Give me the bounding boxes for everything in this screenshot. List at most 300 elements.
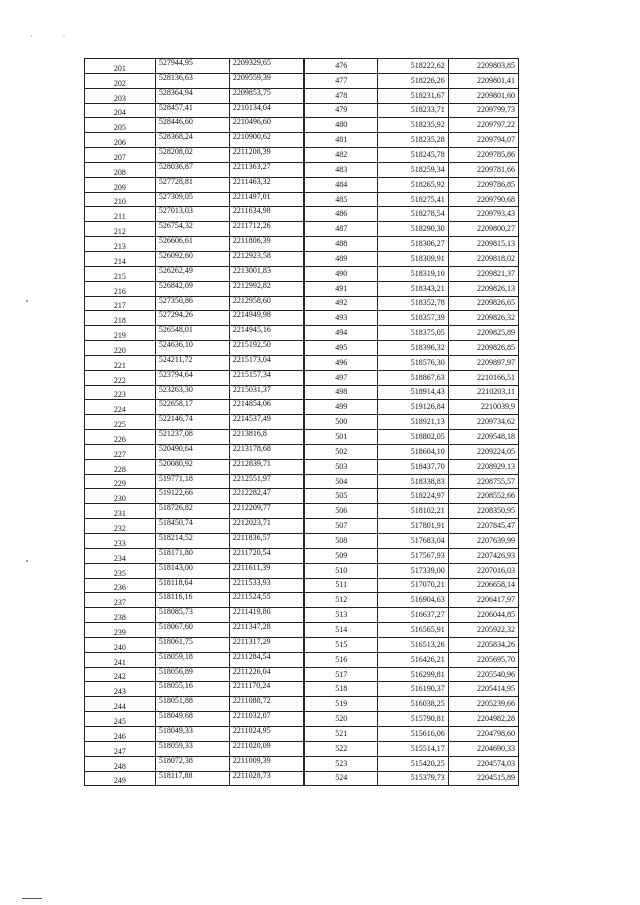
- y-coordinate-cell: 2211032,07: [229, 712, 303, 727]
- point-number-cell: 243: [85, 682, 156, 697]
- table-row: [305, 237, 519, 252]
- x-coordinate-cell: 517683,04: [378, 534, 448, 549]
- x-coordinate-cell: 518914,43: [378, 385, 448, 400]
- y-coordinate-cell: 2212958,60: [229, 296, 303, 311]
- table-row: [85, 652, 304, 667]
- point-number-cell: 249: [85, 771, 156, 786]
- x-coordinate-cell: 518309,91: [378, 251, 448, 266]
- table-row: [85, 504, 304, 519]
- point-number-cell: 226: [85, 430, 156, 445]
- y-coordinate-cell: 2209790,68: [448, 192, 518, 207]
- table-row: [85, 415, 304, 430]
- table-row: [305, 103, 519, 118]
- table-row: [85, 59, 304, 74]
- table-row: [85, 296, 304, 311]
- x-coordinate-cell: 517801,91: [378, 519, 448, 534]
- y-coordinate-cell: 2209793,43: [448, 207, 518, 222]
- table-row: [85, 88, 304, 103]
- x-coordinate-cell: 520080,92: [155, 459, 229, 474]
- y-coordinate-cell: 2209781,66: [448, 162, 518, 177]
- point-number-cell: 238: [85, 608, 156, 623]
- y-coordinate-cell: 2210166,51: [448, 370, 518, 385]
- y-coordinate-cell: 2211806,39: [229, 237, 303, 252]
- point-number-cell: 206: [85, 133, 156, 148]
- x-coordinate-cell: 527728,81: [155, 177, 229, 192]
- point-number-cell: 248: [85, 756, 156, 771]
- table-row: [305, 637, 519, 652]
- table-row: [305, 341, 519, 356]
- x-coordinate-cell: 518357,39: [378, 311, 448, 326]
- x-coordinate-cell: 518343,21: [378, 281, 448, 296]
- table-row: [85, 370, 304, 385]
- x-coordinate-cell: 528208,02: [155, 148, 229, 163]
- x-coordinate-cell: 518214,52: [155, 534, 229, 549]
- point-number-cell: 516: [305, 652, 378, 667]
- point-number-cell: 524: [305, 771, 378, 786]
- table-row: [85, 341, 304, 356]
- point-number-cell: 491: [305, 281, 378, 296]
- x-coordinate-cell: 518231,67: [378, 88, 448, 103]
- point-number-cell: 235: [85, 563, 156, 578]
- point-number-cell: 509: [305, 548, 378, 563]
- x-coordinate-cell: 518265,92: [378, 177, 448, 192]
- table-row: [305, 430, 519, 445]
- x-coordinate-cell: 522146,74: [155, 415, 229, 430]
- table-row: [85, 103, 304, 118]
- x-coordinate-cell: 518085,73: [155, 608, 229, 623]
- coordinate-table-right: [304, 58, 519, 786]
- y-coordinate-cell: 2209801,41: [448, 73, 518, 88]
- y-coordinate-cell: 2210039,9: [448, 400, 518, 415]
- y-coordinate-cell: 2213816,8: [229, 430, 303, 445]
- point-number-cell: 247: [85, 741, 156, 756]
- point-number-cell: 494: [305, 326, 378, 341]
- y-coordinate-cell: 2211611,39: [229, 563, 303, 578]
- table-row: [305, 548, 519, 563]
- x-coordinate-cell: 518259,34: [378, 162, 448, 177]
- y-coordinate-cell: 2211284,54: [229, 652, 303, 667]
- table-row: [305, 400, 519, 415]
- table-row: [305, 370, 519, 385]
- point-number-cell: 478: [305, 88, 378, 103]
- y-coordinate-cell: 2207639,99: [448, 534, 518, 549]
- x-coordinate-cell: 518143,00: [155, 563, 229, 578]
- point-number-cell: 477: [305, 73, 378, 88]
- table-row: [85, 355, 304, 370]
- y-coordinate-cell: 2204690,33: [448, 741, 518, 756]
- y-coordinate-cell: 2205695,70: [448, 652, 518, 667]
- y-coordinate-cell: 2212209,77: [229, 504, 303, 519]
- x-coordinate-cell: 518222,62: [378, 59, 448, 74]
- y-coordinate-cell: 2210900,62: [229, 133, 303, 148]
- point-number-cell: 212: [85, 222, 156, 237]
- x-coordinate-cell: 515514,17: [378, 741, 448, 756]
- x-coordinate-cell: 526606,61: [155, 237, 229, 252]
- y-coordinate-cell: 2206044,85: [448, 608, 518, 623]
- x-coordinate-cell: 518306,27: [378, 237, 448, 252]
- x-coordinate-cell: 518726,82: [155, 504, 229, 519]
- point-number-cell: 216: [85, 281, 156, 296]
- y-coordinate-cell: 2212923,58: [229, 251, 303, 266]
- table-row: [305, 326, 519, 341]
- table-row: [305, 608, 519, 623]
- y-coordinate-cell: 2204982,28: [448, 712, 518, 727]
- table-row: [85, 222, 304, 237]
- point-number-cell: 496: [305, 355, 378, 370]
- y-coordinate-cell: 2209799,73: [448, 103, 518, 118]
- point-number-cell: 484: [305, 177, 378, 192]
- point-number-cell: 486: [305, 207, 378, 222]
- table-row: [305, 222, 519, 237]
- point-number-cell: 221: [85, 355, 156, 370]
- x-coordinate-cell: 526754,32: [155, 222, 229, 237]
- table-row: [85, 623, 304, 638]
- point-number-cell: 231: [85, 504, 156, 519]
- y-coordinate-cell: 2215173,04: [229, 355, 303, 370]
- point-number-cell: 503: [305, 459, 378, 474]
- point-number-cell: 521: [305, 726, 378, 741]
- point-number-cell: 225: [85, 415, 156, 430]
- table-row: [85, 637, 304, 652]
- table-row: [85, 311, 304, 326]
- table-row: [305, 771, 519, 786]
- point-number-cell: 505: [305, 489, 378, 504]
- x-coordinate-cell: 518049,33: [155, 726, 229, 741]
- point-number-cell: 245: [85, 712, 156, 727]
- x-coordinate-cell: 518450,74: [155, 519, 229, 534]
- point-number-cell: 233: [85, 534, 156, 549]
- x-coordinate-cell: 518051,88: [155, 697, 229, 712]
- table-row: [85, 578, 304, 593]
- y-coordinate-cell: 2210496,60: [229, 118, 303, 133]
- y-coordinate-cell: 2211009,39: [229, 756, 303, 771]
- point-number-cell: 246: [85, 726, 156, 741]
- point-number-cell: 230: [85, 489, 156, 504]
- table-row: [305, 118, 519, 133]
- y-coordinate-cell: 2210203,11: [448, 385, 518, 400]
- table-row: [305, 266, 519, 281]
- point-number-cell: 228: [85, 459, 156, 474]
- x-coordinate-cell: 516513,26: [378, 637, 448, 652]
- table-row: [305, 88, 519, 103]
- y-coordinate-cell: 2211712,26: [229, 222, 303, 237]
- y-coordinate-cell: 2208755,57: [448, 474, 518, 489]
- table-row: [85, 459, 304, 474]
- x-coordinate-cell: 518275,41: [378, 192, 448, 207]
- table-row: [305, 296, 519, 311]
- point-number-cell: 489: [305, 251, 378, 266]
- x-coordinate-cell: 517567,93: [378, 548, 448, 563]
- y-coordinate-cell: 2209818,02: [448, 251, 518, 266]
- y-coordinate-cell: 2210134,04: [229, 103, 303, 118]
- y-coordinate-cell: 2214854,06: [229, 400, 303, 415]
- table-row: [85, 712, 304, 727]
- y-coordinate-cell: 2211226,04: [229, 667, 303, 682]
- side-mark: [26, 300, 28, 302]
- x-coordinate-cell: 518116,16: [155, 593, 229, 608]
- x-coordinate-cell: 516190,37: [378, 682, 448, 697]
- y-coordinate-cell: 2209803,85: [448, 59, 518, 74]
- point-number-cell: 508: [305, 534, 378, 549]
- y-coordinate-cell: 2209785,86: [448, 148, 518, 163]
- table-row: [85, 400, 304, 415]
- y-coordinate-cell: 2209786,85: [448, 177, 518, 192]
- point-number-cell: 202: [85, 73, 156, 88]
- table-row: [85, 593, 304, 608]
- x-coordinate-cell: 518576,30: [378, 355, 448, 370]
- y-coordinate-cell: 2208552,66: [448, 489, 518, 504]
- point-number-cell: 520: [305, 712, 378, 727]
- x-coordinate-cell: 515420,25: [378, 756, 448, 771]
- y-coordinate-cell: 2211028,73: [229, 771, 303, 786]
- y-coordinate-cell: 2214949,98: [229, 311, 303, 326]
- table-row: [305, 489, 519, 504]
- y-coordinate-cell: 2209826,32: [448, 311, 518, 326]
- point-number-cell: 214: [85, 251, 156, 266]
- point-number-cell: 483: [305, 162, 378, 177]
- x-coordinate-cell: 528368,24: [155, 133, 229, 148]
- x-coordinate-cell: 518235,28: [378, 133, 448, 148]
- point-number-cell: 207: [85, 148, 156, 163]
- y-coordinate-cell: 2209826,65: [448, 296, 518, 311]
- table-row: [305, 697, 519, 712]
- y-coordinate-cell: 2209801,60: [448, 88, 518, 103]
- x-coordinate-cell: 528036,87: [155, 162, 229, 177]
- y-coordinate-cell: 2209853,75: [229, 88, 303, 103]
- y-coordinate-cell: 2212839,71: [229, 459, 303, 474]
- y-coordinate-cell: 2209897,97: [448, 355, 518, 370]
- y-coordinate-cell: 2211497,01: [229, 192, 303, 207]
- table-row: [305, 534, 519, 549]
- point-number-cell: 244: [85, 697, 156, 712]
- x-coordinate-cell: 519122,66: [155, 489, 229, 504]
- x-coordinate-cell: 515790,81: [378, 712, 448, 727]
- table-row: [85, 756, 304, 771]
- table-row: [85, 608, 304, 623]
- table-row: [85, 192, 304, 207]
- table-row: [305, 207, 519, 222]
- point-number-cell: 210: [85, 192, 156, 207]
- y-coordinate-cell: 2211533,93: [229, 578, 303, 593]
- corner-marks: · ·: [30, 32, 80, 41]
- x-coordinate-cell: 524211,72: [155, 355, 229, 370]
- x-coordinate-cell: 524636,10: [155, 341, 229, 356]
- y-coordinate-cell: 2212282,47: [229, 489, 303, 504]
- table-row: [305, 578, 519, 593]
- table-row: [305, 563, 519, 578]
- y-coordinate-cell: 2215031,37: [229, 385, 303, 400]
- x-coordinate-cell: 518245,78: [378, 148, 448, 163]
- x-coordinate-cell: 518067,60: [155, 623, 229, 638]
- y-coordinate-cell: 2209548,18: [448, 430, 518, 445]
- point-number-cell: 519: [305, 697, 378, 712]
- x-coordinate-cell: 518061,75: [155, 637, 229, 652]
- y-coordinate-cell: 2204798,60: [448, 726, 518, 741]
- x-coordinate-cell: 516904,63: [378, 593, 448, 608]
- x-coordinate-cell: 528446,60: [155, 118, 229, 133]
- table-row: [85, 534, 304, 549]
- table-row: [305, 148, 519, 163]
- table-row: [85, 474, 304, 489]
- x-coordinate-cell: 518049,68: [155, 712, 229, 727]
- x-coordinate-cell: 518352,78: [378, 296, 448, 311]
- y-coordinate-cell: 2214537,49: [229, 415, 303, 430]
- point-number-cell: 222: [85, 370, 156, 385]
- y-coordinate-cell: 2211524,55: [229, 593, 303, 608]
- point-number-cell: 215: [85, 266, 156, 281]
- point-number-cell: 220: [85, 341, 156, 356]
- y-coordinate-cell: 2209825,89: [448, 326, 518, 341]
- y-coordinate-cell: 2207845,47: [448, 519, 518, 534]
- y-coordinate-cell: 2211634,98: [229, 207, 303, 222]
- point-number-cell: 518: [305, 682, 378, 697]
- x-coordinate-cell: 518102,21: [378, 504, 448, 519]
- table-row: [85, 326, 304, 341]
- table-row: [85, 489, 304, 504]
- y-coordinate-cell: 2207426,93: [448, 548, 518, 563]
- x-coordinate-cell: 518319,10: [378, 266, 448, 281]
- point-number-cell: 240: [85, 637, 156, 652]
- y-coordinate-cell: 2205540,96: [448, 667, 518, 682]
- point-number-cell: 479: [305, 103, 378, 118]
- y-coordinate-cell: 2209815,13: [448, 237, 518, 252]
- table-row: [85, 148, 304, 163]
- y-coordinate-cell: 2209794,07: [448, 133, 518, 148]
- x-coordinate-cell: 527350,86: [155, 296, 229, 311]
- point-number-cell: 218: [85, 311, 156, 326]
- point-number-cell: 481: [305, 133, 378, 148]
- point-number-cell: 482: [305, 148, 378, 163]
- y-coordinate-cell: 2204515,89: [448, 771, 518, 786]
- y-coordinate-cell: 2211317,29: [229, 637, 303, 652]
- x-coordinate-cell: 523794,64: [155, 370, 229, 385]
- y-coordinate-cell: 2212023,71: [229, 519, 303, 534]
- table-row: [305, 59, 519, 74]
- y-coordinate-cell: 2208929,13: [448, 459, 518, 474]
- table-row: [85, 281, 304, 296]
- point-number-cell: 515: [305, 637, 378, 652]
- table-row: [85, 385, 304, 400]
- table-row: [305, 623, 519, 638]
- y-coordinate-cell: 2206417,97: [448, 593, 518, 608]
- point-number-cell: 208: [85, 162, 156, 177]
- table-row: [305, 192, 519, 207]
- x-coordinate-cell: 518921,13: [378, 415, 448, 430]
- y-coordinate-cell: 2211208,39: [229, 148, 303, 163]
- point-number-cell: 239: [85, 623, 156, 638]
- x-coordinate-cell: 516038,25: [378, 697, 448, 712]
- table-row: [85, 237, 304, 252]
- y-coordinate-cell: 2205922,32: [448, 623, 518, 638]
- y-coordinate-cell: 2209797,22: [448, 118, 518, 133]
- point-number-cell: 493: [305, 311, 378, 326]
- x-coordinate-cell: 518437,70: [378, 459, 448, 474]
- y-coordinate-cell: 2206658,14: [448, 578, 518, 593]
- x-coordinate-cell: 518396,32: [378, 341, 448, 356]
- point-number-cell: 514: [305, 623, 378, 638]
- x-coordinate-cell: 518290,30: [378, 222, 448, 237]
- point-number-cell: 497: [305, 370, 378, 385]
- x-coordinate-cell: 526262,49: [155, 266, 229, 281]
- y-coordinate-cell: 2209734,62: [448, 415, 518, 430]
- y-coordinate-cell: 2209329,65: [229, 59, 303, 74]
- table-row: [85, 207, 304, 222]
- x-coordinate-cell: 518278,54: [378, 207, 448, 222]
- y-coordinate-cell: 2211170,24: [229, 682, 303, 697]
- table-row: [305, 459, 519, 474]
- point-number-cell: 499: [305, 400, 378, 415]
- x-coordinate-cell: 515616,06: [378, 726, 448, 741]
- point-number-cell: 523: [305, 756, 378, 771]
- x-coordinate-cell: 518117,88: [155, 771, 229, 786]
- x-coordinate-cell: 520490,64: [155, 444, 229, 459]
- table-row: [305, 712, 519, 727]
- point-number-cell: 227: [85, 444, 156, 459]
- x-coordinate-cell: 519126,84: [378, 400, 448, 415]
- x-coordinate-cell: 516299,81: [378, 667, 448, 682]
- point-number-cell: 209: [85, 177, 156, 192]
- x-coordinate-cell: 523263,30: [155, 385, 229, 400]
- point-number-cell: 492: [305, 296, 378, 311]
- point-number-cell: 480: [305, 118, 378, 133]
- y-coordinate-cell: 2209800,27: [448, 222, 518, 237]
- x-coordinate-cell: 516426,21: [378, 652, 448, 667]
- y-coordinate-cell: 2207016,03: [448, 563, 518, 578]
- table-row: [305, 73, 519, 88]
- x-coordinate-cell: 516637,27: [378, 608, 448, 623]
- y-coordinate-cell: 2214945,16: [229, 326, 303, 341]
- table-row: [85, 73, 304, 88]
- y-coordinate-cell: 2209826,85: [448, 341, 518, 356]
- y-coordinate-cell: 2215192,50: [229, 341, 303, 356]
- y-coordinate-cell: 2209224,05: [448, 444, 518, 459]
- table-row: [85, 741, 304, 756]
- point-number-cell: 485: [305, 192, 378, 207]
- table-row: [305, 162, 519, 177]
- table-row: [305, 385, 519, 400]
- table-row: [305, 682, 519, 697]
- point-number-cell: 504: [305, 474, 378, 489]
- table-row: [85, 667, 304, 682]
- x-coordinate-cell: 518055,16: [155, 682, 229, 697]
- x-coordinate-cell: 528136,63: [155, 73, 229, 88]
- y-coordinate-cell: 2208350,95: [448, 504, 518, 519]
- table-row: [305, 593, 519, 608]
- point-number-cell: 223: [85, 385, 156, 400]
- x-coordinate-cell: 527294,26: [155, 311, 229, 326]
- x-coordinate-cell: 515379,73: [378, 771, 448, 786]
- point-number-cell: 517: [305, 667, 378, 682]
- point-number-cell: 507: [305, 519, 378, 534]
- x-coordinate-cell: 518867,63: [378, 370, 448, 385]
- table-row: [85, 177, 304, 192]
- point-number-cell: 234: [85, 548, 156, 563]
- x-coordinate-cell: 518226,26: [378, 73, 448, 88]
- x-coordinate-cell: 526548,01: [155, 326, 229, 341]
- table-row: [305, 177, 519, 192]
- y-coordinate-cell: 2209559,39: [229, 73, 303, 88]
- y-coordinate-cell: 2211836,57: [229, 534, 303, 549]
- y-coordinate-cell: 2211363,27: [229, 162, 303, 177]
- y-coordinate-cell: 2205239,66: [448, 697, 518, 712]
- table-row: [85, 118, 304, 133]
- point-number-cell: 224: [85, 400, 156, 415]
- point-number-cell: 488: [305, 237, 378, 252]
- x-coordinate-cell: 526092,60: [155, 251, 229, 266]
- point-number-cell: 217: [85, 296, 156, 311]
- x-coordinate-cell: 518375,05: [378, 326, 448, 341]
- point-number-cell: 522: [305, 741, 378, 756]
